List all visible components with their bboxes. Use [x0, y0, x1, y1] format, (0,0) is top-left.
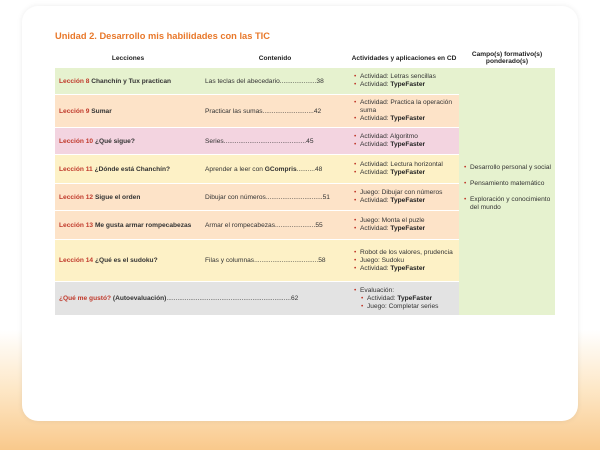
activities-list [353, 249, 455, 273]
activity-text: Actividad: Lectura horizontal [360, 161, 443, 168]
header-lessons: Lecciones [111, 54, 145, 62]
activity-item [360, 265, 455, 273]
activity-item [360, 249, 455, 257]
leader-dots: .......... [296, 165, 315, 173]
content-text: Armar el rompecabezas [205, 221, 275, 229]
activity-text: Actividad: [367, 294, 398, 302]
leader-dots: ............................................. [223, 137, 307, 145]
lesson-name: Sumar [91, 107, 112, 115]
activity-text: Robot de los valores, prudencia [360, 248, 453, 256]
activity-item [367, 295, 455, 303]
activity-app: TypeFaster [397, 294, 433, 302]
leader-dots: ............................ [262, 107, 314, 115]
unit-title: Desarrollo mis habilidades con las TIC [99, 31, 270, 41]
leader-dots: .................... [279, 77, 317, 85]
leader-dots: .................................................................... [166, 295, 291, 302]
lesson-number: Lección 14 [59, 257, 94, 264]
activities-cell [349, 211, 459, 240]
campo-item [470, 196, 551, 212]
lesson-cell [55, 211, 201, 240]
lessons-table [55, 48, 555, 316]
page-number: 62 [290, 295, 299, 302]
activity-text: Actividad: Practica la operación suma [360, 99, 452, 114]
unit-label: Unidad 2. [55, 31, 97, 41]
activity-app: TypeFaster [390, 115, 426, 122]
campo-item [470, 180, 551, 188]
lesson-cell [55, 95, 201, 128]
content-text: Filas y columnas [205, 257, 255, 264]
activity-item [360, 169, 455, 177]
activities-list [353, 73, 455, 89]
activity-item [360, 115, 455, 123]
activity-text: Actividad: [360, 225, 391, 232]
content-cell [201, 211, 349, 240]
activity-app: TypeFaster [390, 225, 426, 232]
page-number: 55 [315, 221, 323, 229]
activity-text: Actividad: [360, 197, 391, 204]
activity-text: Actividad: Letras sencillas [360, 73, 436, 80]
activity-app: TypeFaster [390, 81, 426, 88]
campo-text: Exploración y conocimiento del mundo [470, 195, 551, 211]
leader-dots: ...................... [275, 221, 316, 229]
evaluation-title: Evaluación: [360, 286, 395, 294]
page-number: 58 [318, 257, 326, 264]
page-number: 38 [316, 77, 324, 85]
activities-list [353, 287, 455, 295]
activity-item [360, 161, 455, 169]
activity-app: TypeFaster [390, 169, 426, 176]
content-text: Practicar las sumas [205, 107, 263, 115]
self-eval-cell [55, 282, 349, 316]
lesson-number: Lección 10 [59, 137, 94, 145]
campo-text: Pensamiento matemático [470, 179, 545, 187]
activity-text: Juego: Monta el puzle [360, 217, 425, 224]
content-text: Aprender a leer con [205, 165, 265, 173]
activities-cell [349, 95, 459, 128]
self-eval-activities-cell [349, 282, 459, 316]
leader-dots: ............................... [265, 193, 323, 201]
activity-text: Actividad: [360, 115, 391, 122]
activity-item [360, 81, 455, 89]
page-number: 48 [314, 165, 323, 173]
lesson-number: Lección 9 [59, 107, 90, 115]
activity-item [360, 287, 455, 295]
lesson-number: Lección 11 [59, 165, 93, 173]
activities-list [353, 295, 455, 311]
activities-cell [349, 68, 459, 95]
activities-list [353, 189, 455, 205]
lesson-name: Chanchín y Tux practican [91, 77, 172, 85]
lesson-name: Me gusta armar rompecabezas [94, 221, 192, 229]
lesson-name: ¿Dónde está Chanchín? [94, 165, 171, 173]
page-number: 42 [313, 107, 322, 115]
lesson-cell [55, 68, 201, 95]
content-cell [201, 128, 349, 155]
activity-item [360, 197, 455, 205]
activity-item [367, 303, 455, 311]
campo-cell [459, 68, 555, 316]
lesson-cell [55, 128, 201, 155]
content-cell [201, 155, 349, 184]
activity-text: Juego: Sudoku [360, 256, 404, 264]
activity-item [360, 133, 455, 141]
activity-app: TypeFaster [390, 264, 426, 272]
content-text: Dibujar con números [205, 193, 266, 201]
lesson-number: Lección 12 [59, 193, 94, 201]
lesson-cell [55, 155, 201, 184]
activity-text: Actividad: [360, 141, 391, 148]
lesson-name: Sigue el orden [94, 193, 141, 201]
content-cell [201, 240, 349, 282]
activity-item [360, 225, 455, 233]
activities-list [353, 133, 455, 149]
activities-cell [349, 128, 459, 155]
lesson-name: ¿Qué es el sudoku? [94, 257, 158, 264]
leader-dots: ................................... [254, 257, 319, 264]
campo-item [470, 164, 551, 172]
table-row [55, 68, 555, 95]
activity-item [360, 257, 455, 265]
campo-list [463, 164, 551, 212]
page-title [55, 31, 270, 41]
activities-cell [349, 240, 459, 282]
content-app: GCompris [264, 165, 297, 173]
activity-text: Actividad: [360, 81, 391, 88]
activity-text: Actividad: [360, 264, 391, 272]
lesson-cell [55, 184, 201, 211]
table-header-row [55, 48, 555, 68]
header-activities: Actividades y aplicaciones en CD [351, 54, 457, 62]
lesson-cell [55, 240, 201, 282]
page-number: 45 [306, 137, 314, 145]
activity-item [360, 189, 455, 197]
header-content: Contenido [258, 54, 292, 62]
content-cell [201, 68, 349, 95]
activities-list [353, 217, 455, 233]
activity-item [360, 217, 455, 225]
activities-list [353, 99, 455, 123]
activity-app: TypeFaster [390, 141, 426, 148]
content-cell [201, 95, 349, 128]
content-text: Series [205, 137, 224, 145]
lesson-number: Lección 8 [59, 77, 90, 85]
page-number: 51 [322, 193, 330, 201]
self-eval-question: ¿Qué me gustó? [59, 295, 112, 302]
activity-text: Juego: Dibujar con números [360, 189, 443, 196]
activity-app: TypeFaster [390, 197, 426, 204]
header-campo: Campo(s) formativo(s) ponderado(s) [471, 51, 543, 65]
activity-text: Juego: Completar series [367, 302, 439, 310]
activity-text: Actividad: Algoritmo [360, 133, 418, 140]
lesson-name: ¿Qué sigue? [94, 137, 135, 145]
activity-text: Actividad: [360, 169, 391, 176]
activity-item [360, 141, 455, 149]
activity-item [360, 73, 455, 81]
lesson-number: Lección 13 [59, 221, 94, 229]
activities-cell [349, 155, 459, 184]
activities-list [353, 161, 455, 177]
self-eval-label: (Autoevaluación) [112, 295, 167, 302]
campo-text: Desarrollo personal y social [470, 163, 551, 171]
activity-item [360, 99, 455, 115]
content-cell [201, 184, 349, 211]
activities-cell [349, 184, 459, 211]
content-text: Las teclas del abecedario [205, 77, 280, 85]
